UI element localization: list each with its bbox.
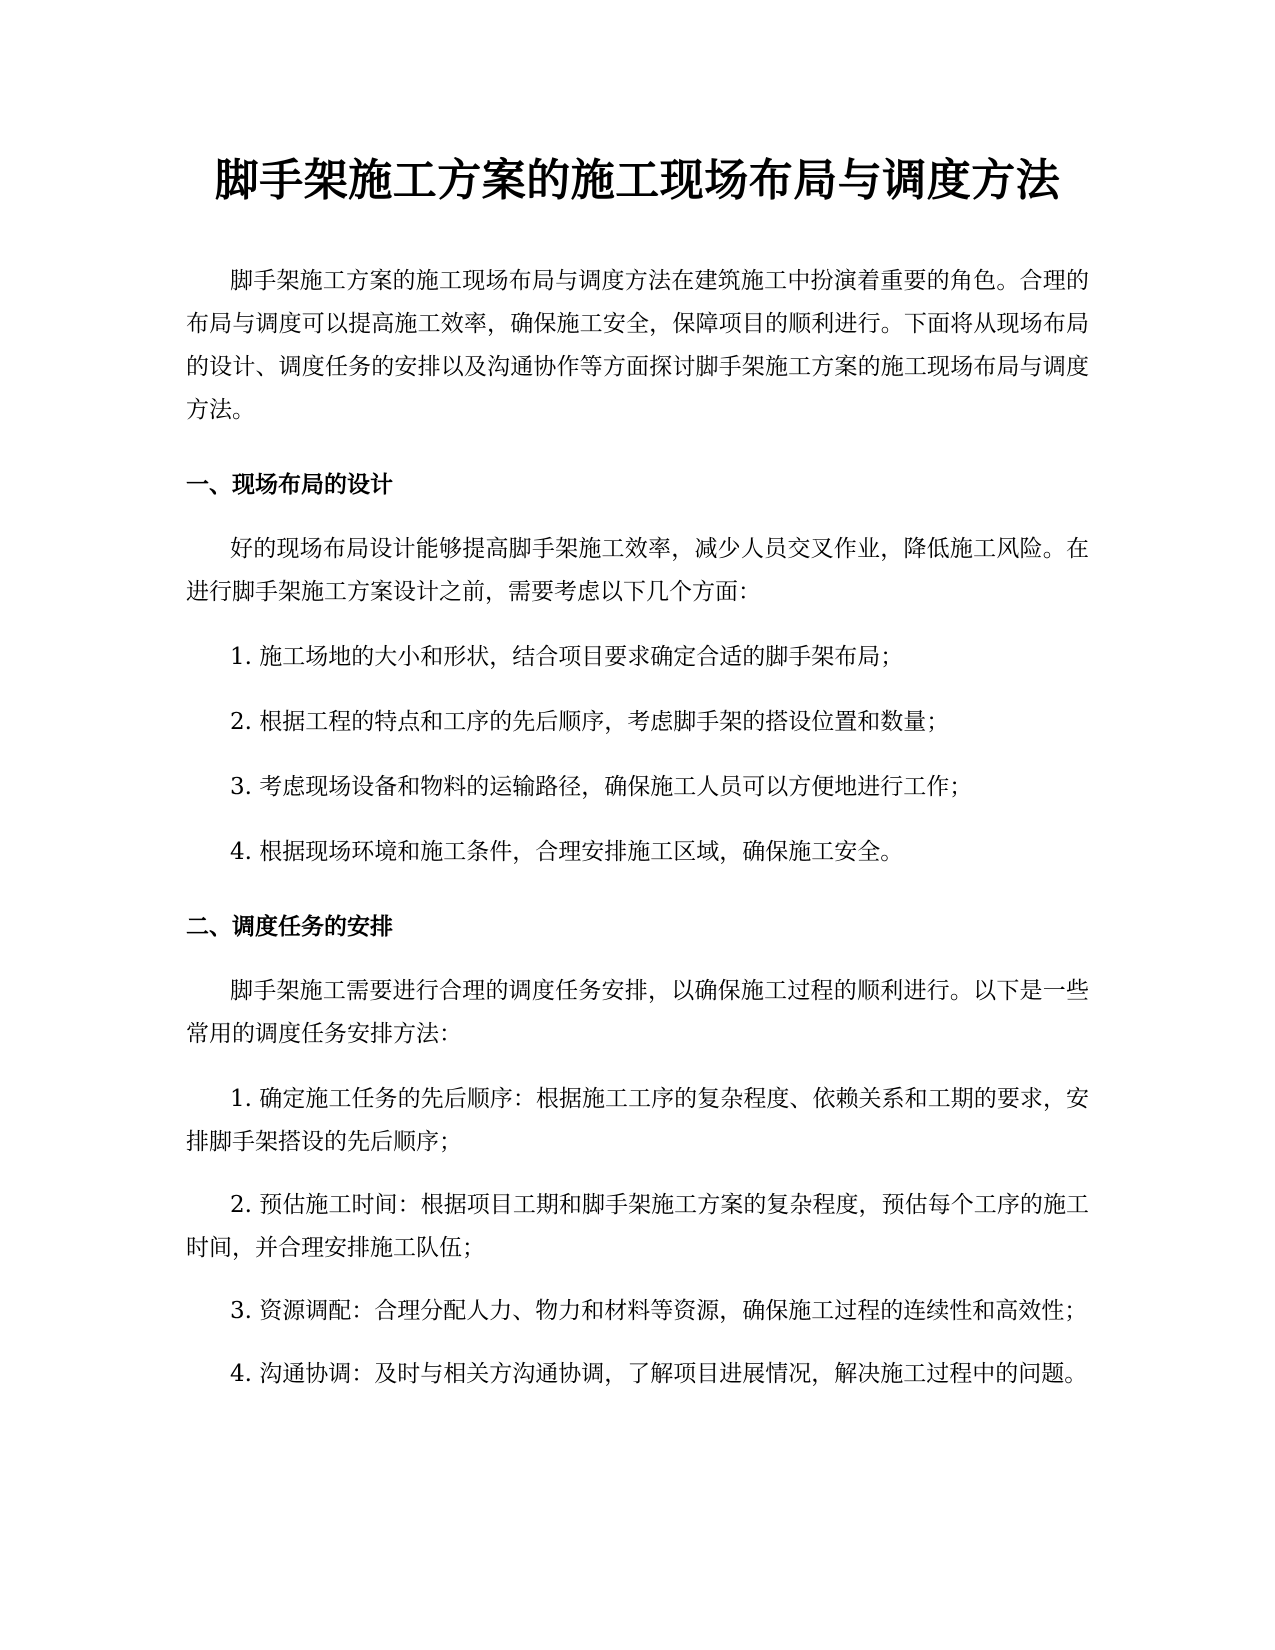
section-heading: 一、现场布局的设计 [186, 472, 393, 498]
section-scheduling [186, 906, 1089, 1396]
page-title: 脚手架施工方案的施工现场布局与调度方法 [214, 155, 1061, 206]
list-item: 4. 根据现场环境和施工条件，合理安排施工区域，确保施工安全。 [230, 839, 904, 865]
list-item: 2. 根据工程的特点和工序的先后顺序，考虑脚手架的搭设位置和数量； [230, 709, 950, 735]
section-site-layout [186, 464, 1089, 874]
intro-paragraph: 脚手架施工方案的施工现场布局与调度方法在建筑施工中扮演着重要的角色。合理的布局与调度可以提高施工效率，确保施工安全，保障项目的顺利进行。下面将从现场布局的设计、调度任务的安排以及沟通协作等方面探讨脚手架施工方案的施工现场布局与调度方法。 [186, 268, 1089, 423]
list-item: 3. 考虑现场设备和物料的运输路径，确保施工人员可以方便地进行工作； [230, 774, 973, 800]
section-paragraph: 好的现场布局设计能够提高脚手架施工效率，减少人员交叉作业，降低施工风险。在进行脚手架施工方案设计之前，需要考虑以下几个方面： [186, 536, 1089, 605]
list-item: 1. 施工场地的大小和形状，结合项目要求确定合适的脚手架布局； [230, 644, 904, 670]
list-item: 1. 确定施工任务的先后顺序：根据施工工序的复杂程度、依赖关系和工期的要求，安排脚手架搭设的先后顺序； [186, 1086, 1089, 1155]
list-item: 2. 预估施工时间：根据项目工期和脚手架施工方案的复杂程度，预估每个工序的施工时间，并合理安排施工队伍； [186, 1192, 1089, 1261]
section-paragraph: 脚手架施工需要进行合理的调度任务安排，以确保施工过程的顺利进行。以下是一些常用的调度任务安排方法： [186, 978, 1089, 1047]
list-item: 4. 沟通协调：及时与相关方沟通协调，了解项目进展情况，解决施工过程中的问题。 [230, 1361, 1088, 1387]
list-item: 3. 资源调配：合理分配人力、物力和材料等资源，确保施工过程的连续性和高效性； [230, 1298, 1088, 1324]
section-heading: 二、调度任务的安排 [186, 914, 393, 940]
